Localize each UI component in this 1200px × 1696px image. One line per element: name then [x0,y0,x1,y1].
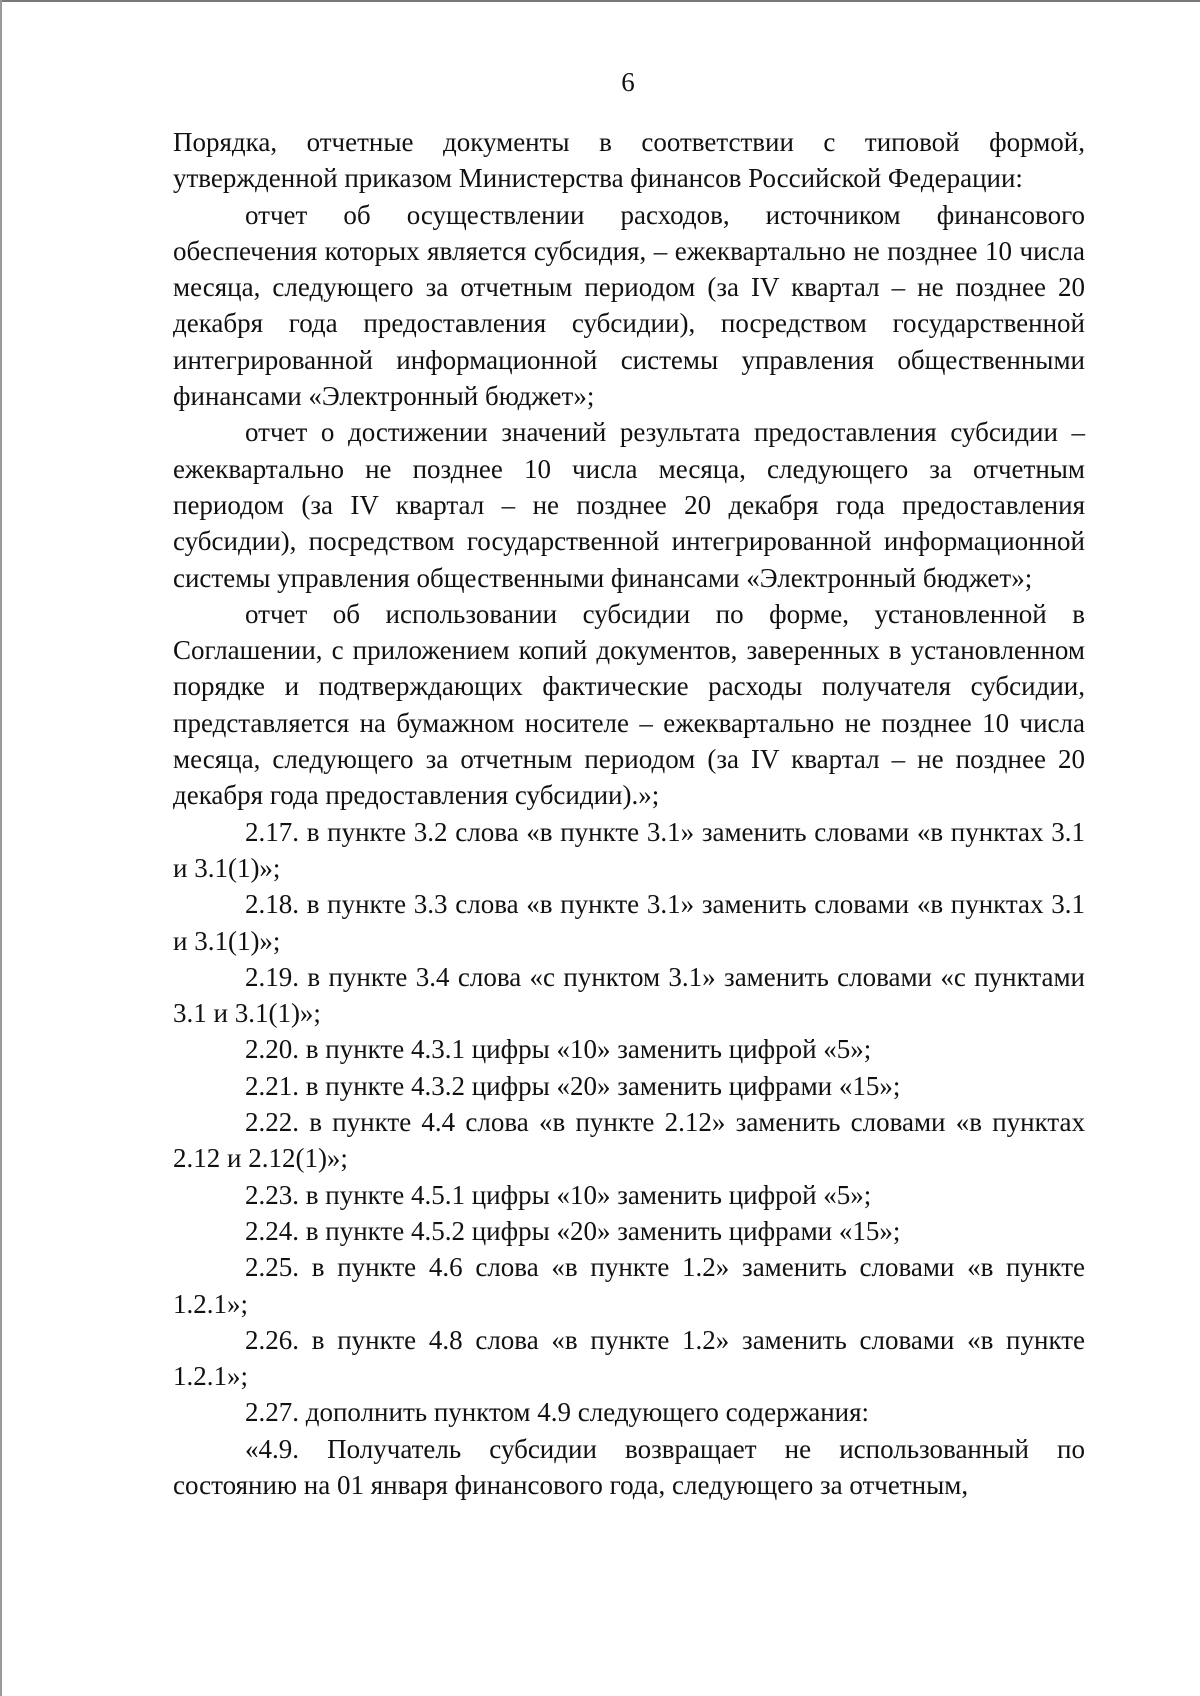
paragraph: отчет о достижении значений результата предоставления субсидии – ежеквартально не позднее 10 числа месяца, следующего за отчетным периодом (за IV квартал – не позднее 20 декабря года предоставления субсидии), посредством государственной интегрированной информационной системы управления общественными финансами «Электронный бюджет»; [173,417,1085,593]
paragraph: отчет об осуществлении расходов, источником финансового обеспечения которых является субсидия, – ежеквартально не позднее 10 числа месяца, следующего за отчетным периодом (за IV квартал – не позднее 20 декабря года предоставления субсидии), посредством государственной интегрированной информационной системы управления общественными финансами «Электронный бюджет»; [173,199,1085,412]
paragraph: Порядка, отчетные документы в соответствии с типовой формой, утвержденной приказом Министерства финансов Российской Федерации: [173,127,1085,194]
paragraph: 2.24. в пункте 4.5.2 цифры «20» заменить цифрами «15»; [245,1215,901,1246]
paragraph: 2.21. в пункте 4.3.2 цифры «20» заменить цифрами «15»; [245,1070,901,1101]
paragraph: 2.22. в пункте 4.4 слова «в пункте 2.12» заменить словами «в пунктах 2.12 и 2.12(1)»; [173,1107,1085,1174]
paragraph: отчет об использовании субсидии по форме, установленной в Соглашении, с приложением копий документов, заверенных в установленном порядке и подтверждающих фактические расходы получателя субсидии, представляется на бумажном носителе – ежеквартально не позднее 10 числа месяца, следующего за отчетным периодом (за IV квартал – не позднее 20 декабря года предоставления субсидии).»; [173,598,1085,811]
scan-edge-left [0,0,2,1696]
page-number: 6 [621,67,635,97]
paragraph: «4.9. Получатель субсидии возвращает не использованный по состоянию на 01 января финансового года, следующего за отчетным, [173,1433,1085,1500]
paragraph: 2.25. в пункте 4.6 слова «в пункте 1.2» заменить словами «в пункте 1.2.1»; [173,1252,1085,1319]
paragraph: 2.18. в пункте 3.3 слова «в пункте 3.1» заменить словами «в пунктах 3.1 и 3.1(1)»; [173,889,1085,956]
paragraph: 2.20. в пункте 4.3.1 цифры «10» заменить цифрой «5»; [245,1034,872,1065]
scan-edge-top [0,0,1200,2]
paragraph: 2.27. дополнить пунктом 4.9 следующего содержания: [245,1397,870,1428]
paragraph: 2.19. в пункте 3.4 слова «с пунктом 3.1» заменить словами «с пунктами 3.1 и 3.1(1)»; [173,961,1085,1029]
document-body [173,124,1085,1503]
paragraph: 2.17. в пункте 3.2 слова «в пункте 3.1» заменить словами «в пунктах 3.1 и 3.1(1)»; [173,816,1085,883]
paragraph: 2.23. в пункте 4.5.1 цифры «10» заменить цифрой «5»; [245,1179,872,1210]
paragraph: 2.26. в пункте 4.8 слова «в пункте 1.2» заменить словами «в пункте 1.2.1»; [173,1324,1085,1392]
